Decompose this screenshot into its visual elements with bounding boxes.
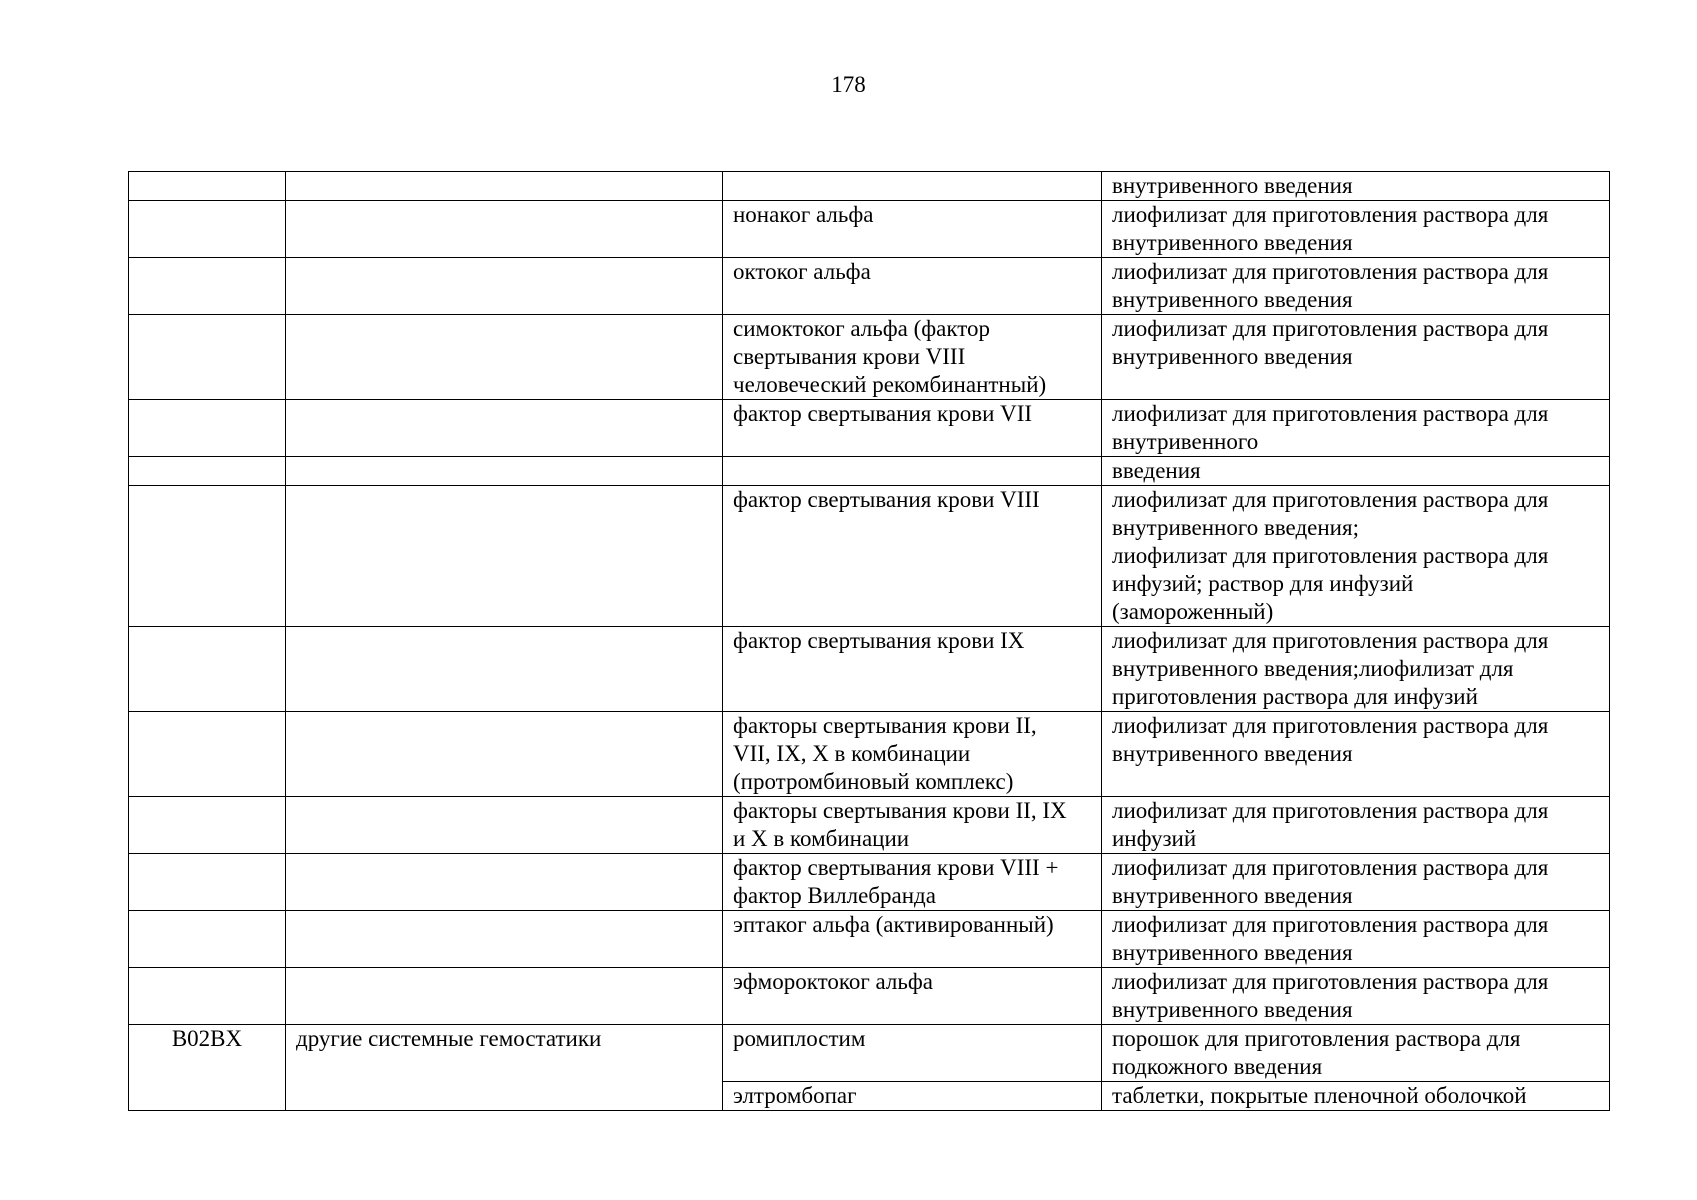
drug-name-cell: фактор свертывания крови VIII + фактор Виллебранда [723,854,1102,911]
drug-name-cell: фактор свертывания крови IX [723,627,1102,712]
table-row [129,315,1610,400]
group-cell [286,172,723,201]
table-row [129,172,1610,201]
table-row [129,627,1610,712]
table-row [129,258,1610,315]
dosage-form-cell: лиофилизат для приготовления раствора для инфузий [1102,797,1610,854]
drug-name-cell [723,457,1102,486]
drug-name-cell: симоктоког альфа (фактор свертывания крови VIII человеческий рекомбинантный) [723,315,1102,400]
page-number: 178 [831,72,866,97]
table-row [129,911,1610,968]
drug-name-cell: фактор свертывания крови VIII [723,486,1102,627]
table-row [129,968,1610,1025]
drug-name-cell: элтромбопаг [723,1082,1102,1111]
atc-code-cell [129,627,286,712]
atc-code-cell [129,400,286,457]
atc-code-cell: B02BX [129,1025,286,1111]
dosage-form-cell: внутривенного введения [1102,172,1610,201]
atc-code-cell [129,172,286,201]
dosage-form-cell: лиофилизат для приготовления раствора для внутривенного введения [1102,854,1610,911]
table-row [129,797,1610,854]
dosage-form-cell: лиофилизат для приготовления раствора для внутривенного введения [1102,712,1610,797]
drug-name-cell [723,172,1102,201]
drug-name-cell: октоког альфа [723,258,1102,315]
dosage-form-cell: лиофилизат для приготовления раствора для внутривенного введения [1102,911,1610,968]
drug-table [128,171,1610,1111]
drug-name-cell: факторы свертывания крови II, IX и X в комбинации [723,797,1102,854]
table-row [129,854,1610,911]
drug-name-cell: ромиплостим [723,1025,1102,1082]
dosage-form-cell: лиофилизат для приготовления раствора для внутривенного введения [1102,201,1610,258]
atc-code-cell [129,968,286,1025]
dosage-form-cell: лиофилизат для приготовления раствора для внутривенного введения [1102,315,1610,400]
table-row [129,201,1610,258]
dosage-form-cell: лиофилизат для приготовления раствора для внутривенного [1102,400,1610,457]
group-cell [286,627,723,712]
dosage-form-cell: лиофилизат для приготовления раствора для внутривенного введения [1102,968,1610,1025]
table-row [129,486,1610,627]
group-cell [286,400,723,457]
group-cell [286,797,723,854]
dosage-form-cell: лиофилизат для приготовления раствора для внутривенного введения; лиофилизат для приготовления раствора для инфузий; раствор для инфузий (замороженный) [1102,486,1610,627]
dosage-form-cell: таблетки, покрытые пленочной оболочкой [1102,1082,1610,1111]
group-cell [286,258,723,315]
table-row [129,400,1610,457]
group-cell [286,315,723,400]
atc-code-cell [129,258,286,315]
group-cell [286,712,723,797]
drug-name-cell: фактор свертывания крови VII [723,400,1102,457]
atc-code-cell [129,797,286,854]
atc-code-cell [129,712,286,797]
atc-code-cell [129,486,286,627]
group-cell [286,457,723,486]
atc-code-cell [129,911,286,968]
dosage-form-cell: лиофилизат для приготовления раствора для внутривенного введения [1102,258,1610,315]
table-row [129,712,1610,797]
drug-name-cell: факторы свертывания крови II, VII, IX, X в комбинации (протромбиновый комплекс) [723,712,1102,797]
drug-name-cell: эфмороктоког альфа [723,968,1102,1025]
table-row [129,1025,1610,1082]
group-cell [286,911,723,968]
group-cell [286,486,723,627]
atc-code-cell [129,854,286,911]
atc-code-cell [129,457,286,486]
dosage-form-cell: порошок для приготовления раствора для подкожного введения [1102,1025,1610,1082]
group-cell [286,854,723,911]
group-cell: другие системные гемостатики [286,1025,723,1111]
dosage-form-cell: введения [1102,457,1610,486]
atc-code-cell [129,201,286,258]
group-cell [286,201,723,258]
drug-name-cell: эптаког альфа (активированный) [723,911,1102,968]
group-cell [286,968,723,1025]
dosage-form-cell: лиофилизат для приготовления раствора для внутривенного введения;лиофилизат для приготовления раствора для инфузий [1102,627,1610,712]
drug-name-cell: нонаког альфа [723,201,1102,258]
table-row [129,457,1610,486]
atc-code-cell [129,315,286,400]
